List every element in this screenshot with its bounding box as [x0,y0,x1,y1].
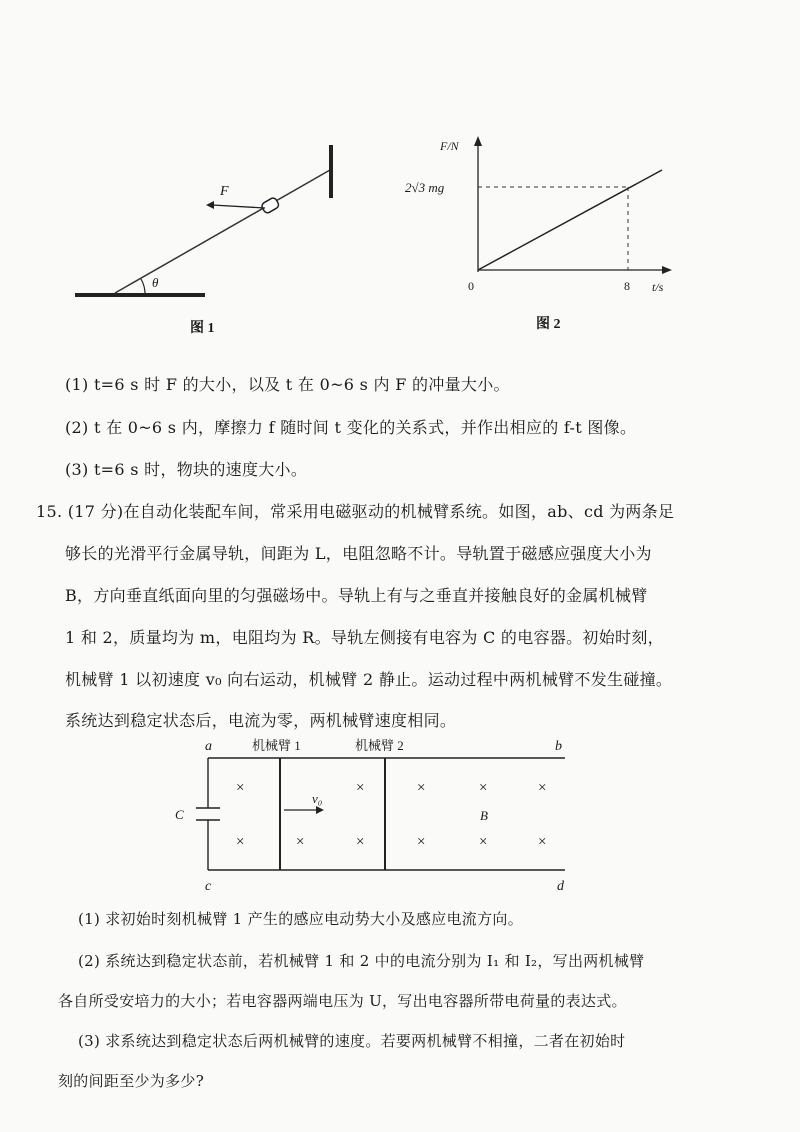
label-a: a [205,739,212,754]
cross-icon: × [356,780,365,796]
cross-icon: × [538,834,547,850]
cross-icon: × [417,780,426,796]
force-label: F [220,184,229,199]
cross-icon: × [236,780,245,796]
problem-15-line: 系统达到稳定状态后，电流为零，两机械臂速度相同。 [65,711,457,730]
problem-15-line: B，方向垂直纸面向里的匀强磁场中。导轨上有与之垂直并接触良好的金属机械臂 [65,586,648,605]
question-14-2: (2) t 在 0~6 s 内，摩擦力 f 随时间 t 变化的关系式，并作出相应的 f-t 图像。 [65,418,637,437]
problem-15-line: 15. (17 分)在自动化装配车间，常采用电磁驱动的机械臂系统。如图，ab、cd 为两条足 [36,502,675,521]
force-arrow [212,205,265,208]
capacitor-label: C [175,807,184,822]
origin-label: 0 [468,279,474,293]
subquestion-15-3-cont: 刻的间距至少为多少? [58,1072,205,1090]
subquestion-15-3: (3) 求系统达到稳定状态后两机械臂的速度。若要两机械臂不相撞，二者在初始时 [78,1032,626,1050]
label-c: c [205,879,212,894]
figure-2-caption: 图 2 [536,317,561,332]
angle-arc [141,279,145,295]
cross-icon: × [236,834,245,850]
cross-icon: × [479,834,488,850]
magnetic-field-crosses [236,780,546,850]
y-marker-label: 2√3 mg [405,180,445,195]
velocity-label: v₀ [312,791,323,806]
force-arrowhead-icon [206,201,214,209]
label-b: b [555,739,562,754]
figure-2 [405,136,672,332]
problem-15-line: 够长的光滑平行金属导轨，间距为 L，电阻忽略不计。导轨置于磁感应强度大小为 [65,544,652,563]
subquestion-15-2: (2) 系统达到稳定状态前，若机械臂 1 和 2 中的电流分别为 I₁ 和 I₂，写出两机械臂 [78,952,645,970]
cross-icon: × [538,780,547,796]
velocity-arrowhead-icon [316,806,324,814]
problem-15-line: 1 和 2，质量均为 m，电阻均为 R。导轨左侧接有电容为 C 的电容器。初始时刻， [65,628,664,647]
subquestion-15-1: (1) 求初始时刻机械臂 1 产生的感应电动势大小及感应电流方向。 [78,910,523,928]
figure-1 [75,145,331,336]
y-axis-label: F/N [440,139,459,153]
x-marker-label: 8 [624,279,630,293]
figure-1-caption: 图 1 [190,321,215,336]
angle-label: θ [152,275,159,290]
cross-icon: × [479,780,488,796]
cross-icon: × [356,834,365,850]
cross-icon: × [417,834,426,850]
question-14-1: (1) t=6 s 时 F 的大小，以及 t 在 0~6 s 内 F 的冲量大小。 [65,375,510,394]
label-d: d [557,879,564,894]
x-axis-arrow-icon [662,266,672,274]
question-14-3: (3) t=6 s 时，物块的速度大小。 [65,460,308,479]
y-axis-arrow-icon [474,136,482,146]
field-label: B [480,808,488,823]
f-t-line [478,170,662,270]
arm-2-label: 机械臂 2 [355,738,404,753]
arm-1-label: 机械臂 1 [252,738,301,753]
x-axis-label: t/s [652,280,664,294]
circuit-diagram [175,738,565,894]
subquestion-15-2-cont: 各自所受安培力的大小；若电容器两端电压为 U，写出电容器所带电荷量的表达式。 [58,992,627,1010]
cross-icon: × [296,834,305,850]
block [261,197,280,215]
problem-15-line: 机械臂 1 以初速度 v₀ 向右运动，机械臂 2 静止。运动过程中两机械臂不发生碰撞。 [65,670,673,689]
